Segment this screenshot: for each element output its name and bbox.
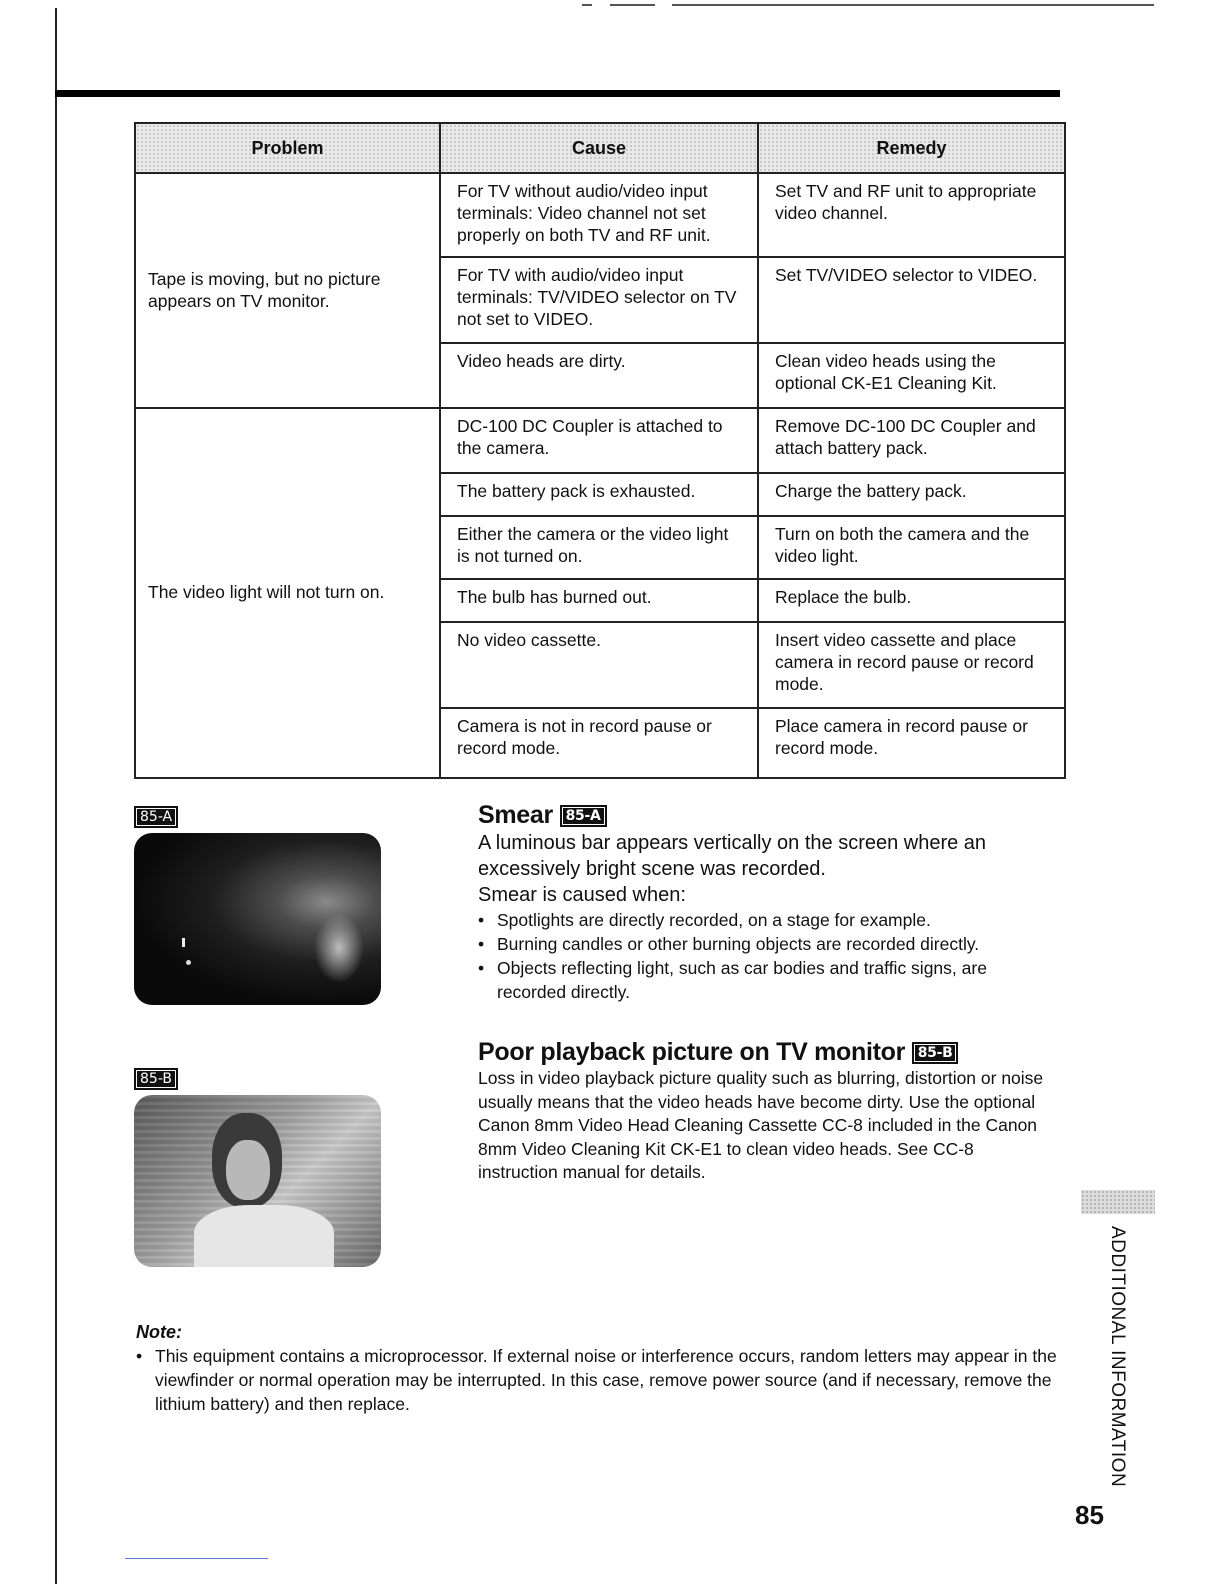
- poor-playback-photo: [134, 1095, 381, 1267]
- remedy-cell: Replace the bulb.: [758, 579, 1065, 622]
- playback-body: Loss in video playback picture quality such as blurring, distortion or noise usually means that the video heads have become dirty. Use the optional Canon 8mm Video Head Cleaning Cassette CC-8 included in the Canon 8mm Video Cleaning Kit CK-E1 to clean video heads. See CC-8 instruction manual for details.: [478, 1068, 1044, 1182]
- list-item: • Burning candles or other burning objects are recorded directly.: [478, 932, 1058, 956]
- playback-section: [478, 1037, 1058, 1185]
- figure-badge: 85-B: [134, 1068, 178, 1090]
- smear-heading: [478, 800, 1058, 830]
- photo-highlight: [314, 913, 364, 983]
- playback-title: Poor playback picture on TV monitor: [478, 1038, 906, 1066]
- cause-cell: No video cassette.: [440, 622, 758, 708]
- list-item: • Spotlights are directly recorded, on a stage for example.: [478, 908, 1058, 932]
- note-section: [136, 1344, 1071, 1416]
- bottom-rule: [125, 1558, 268, 1559]
- smear-title: Smear: [478, 801, 553, 829]
- note-title: Note:: [136, 1322, 182, 1342]
- remedy-cell: Turn on both the camera and the video light.: [758, 516, 1065, 579]
- remedy-cell: Set TV/VIDEO selector to VIDEO.: [758, 257, 1065, 343]
- list-item: • This equipment contains a microprocessor. If external noise or interference occurs, random letters may appear in the viewfinder or normal operation may be interrupted. In this case, remove power source (and if necessary, remove the lithium battery) and then replace.: [136, 1344, 1071, 1416]
- cause-cell: The battery pack is exhausted.: [440, 473, 758, 516]
- table-row: [135, 173, 1065, 257]
- smear-example-photo: [134, 833, 381, 1005]
- header-cause: Cause: [440, 123, 758, 173]
- section-tab-label: ADDITIONAL INFORMATION: [1107, 1226, 1128, 1488]
- page-number: 85: [1075, 1500, 1104, 1530]
- section-tab: [1081, 1190, 1155, 1214]
- figure-label-85b: [134, 1068, 178, 1090]
- table-row: [135, 408, 1065, 473]
- remedy-cell: Clean video heads using the optional CK-E1 Cleaning Kit.: [758, 343, 1065, 408]
- problem-cell: The video light will not turn on.: [135, 408, 440, 778]
- remedy-cell: Place camera in record pause or record mode.: [758, 708, 1065, 778]
- cause-cell: Either the camera or the video light is not turned on.: [440, 516, 758, 579]
- playback-badge: 85-B: [912, 1042, 959, 1064]
- top-dash: [582, 4, 592, 6]
- header-bar: [55, 90, 1060, 97]
- cause-cell: DC-100 DC Coupler is attached to the camera.: [440, 408, 758, 473]
- table-header-row: [135, 123, 1065, 173]
- smear-section: [478, 800, 1058, 1004]
- candle-light: [186, 960, 191, 965]
- note-list: [136, 1344, 1071, 1416]
- top-rule: [672, 4, 1154, 6]
- candle-light: [182, 938, 185, 947]
- remedy-cell: Insert video cassette and place camera in record pause or record mode.: [758, 622, 1065, 708]
- cause-cell: Camera is not in record pause or record mode.: [440, 708, 758, 778]
- cause-cell: Video heads are dirty.: [440, 343, 758, 408]
- figure-label-85a: [134, 806, 178, 828]
- top-dash: [610, 4, 655, 6]
- troubleshooting-table: [134, 122, 1066, 779]
- person-face: [226, 1140, 270, 1200]
- problem-cell: Tape is moving, but no picture appears on TV monitor.: [135, 173, 440, 408]
- person-body: [194, 1205, 334, 1267]
- smear-intro: A luminous bar appears vertically on the screen where an excessively bright scene was recorded.: [478, 832, 987, 880]
- smear-badge: 85-A: [560, 805, 607, 827]
- cause-cell: For TV without audio/video input terminals: Video channel not set properly on both TV and RF unit.: [440, 173, 758, 257]
- cause-cell: For TV with audio/video input terminals: TV/VIDEO selector on TV not set to VIDEO.: [440, 257, 758, 343]
- smear-cause-list: [478, 908, 1058, 1004]
- header-problem: Problem: [135, 123, 440, 173]
- left-margin-rule: [55, 8, 57, 1584]
- list-item: • Objects reflecting light, such as car bodies and traffic signs, are recorded directly.: [478, 956, 1058, 1004]
- header-remedy: Remedy: [758, 123, 1065, 173]
- figure-badge: 85-A: [134, 806, 178, 828]
- remedy-cell: Remove DC-100 DC Coupler and attach battery pack.: [758, 408, 1065, 473]
- cause-cell: The bulb has burned out.: [440, 579, 758, 622]
- remedy-cell: Charge the battery pack.: [758, 473, 1065, 516]
- playback-heading: [478, 1037, 1058, 1067]
- remedy-cell: Set TV and RF unit to appropriate video channel.: [758, 173, 1065, 257]
- smear-cause-heading: Smear is caused when:: [478, 884, 686, 906]
